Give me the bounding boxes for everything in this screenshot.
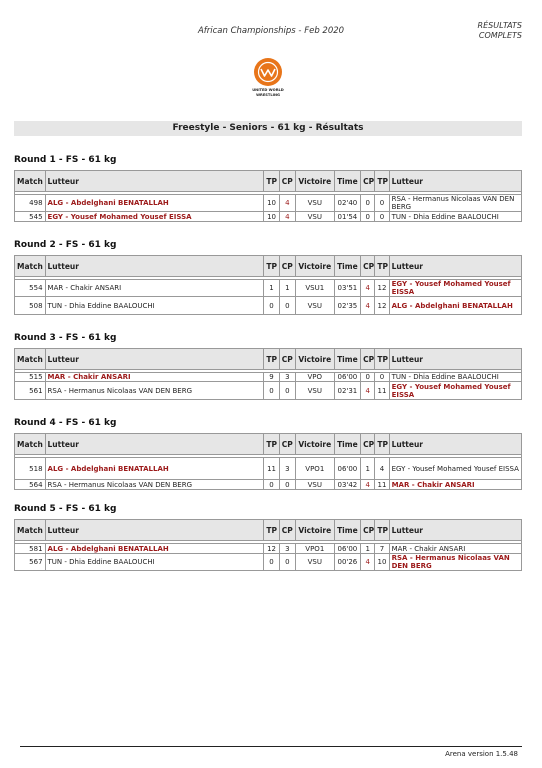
wrestler-2: TUN - Dhia Eddine BAALOUCHI: [389, 373, 521, 382]
victory-type: VSU: [295, 554, 334, 571]
tp-1: 12: [264, 544, 279, 554]
tp-2: 12: [375, 280, 389, 297]
victory-type: VPO: [295, 373, 334, 382]
round-table: [14, 170, 522, 222]
table-row: [15, 458, 522, 480]
victory-type: VPO1: [295, 544, 334, 554]
match-number: 567: [15, 554, 46, 571]
wrestler-2: EGY - Yousef Mohamed Yousef EISSA: [389, 458, 521, 480]
wrestler-2: TUN - Dhia Eddine BAALOUCHI: [389, 212, 521, 222]
match-number: 515: [15, 373, 46, 382]
column-header: Match: [15, 520, 46, 541]
cp-2: 1: [361, 458, 375, 480]
match-time: 03'51: [334, 280, 360, 297]
tp-2: 11: [375, 480, 389, 490]
match-time: 06'00: [334, 458, 360, 480]
tp-2: 11: [375, 382, 389, 400]
tp-1: 9: [264, 373, 279, 382]
table-header-row: [15, 349, 522, 370]
column-header: TP: [375, 434, 389, 455]
table-row: [15, 544, 522, 554]
cp-1: 4: [279, 212, 295, 222]
wrestler-2: MAR - Chakir ANSARI: [389, 544, 521, 554]
column-header: Match: [15, 434, 46, 455]
cp-2: 0: [361, 195, 375, 212]
column-header: Victoire: [295, 256, 334, 277]
table-header-row: [15, 434, 522, 455]
match-time: 00'26: [334, 554, 360, 571]
round-table: [14, 519, 522, 571]
column-header: TP: [264, 256, 279, 277]
column-header: Victoire: [295, 171, 334, 192]
tp-1: 10: [264, 195, 279, 212]
wrestler-2: RSA - Hermanus Nicolaas VAN DEN BERG: [389, 554, 521, 571]
column-header: TP: [264, 171, 279, 192]
cp-2: 1: [361, 544, 375, 554]
table-header-row: [15, 256, 522, 277]
column-header: TP: [375, 256, 389, 277]
column-header: Lutteur: [45, 434, 264, 455]
column-header: Victoire: [295, 434, 334, 455]
table-row: [15, 382, 522, 400]
cp-1: 0: [279, 480, 295, 490]
cp-2: 4: [361, 382, 375, 400]
wrestler-1: TUN - Dhia Eddine BAALOUCHI: [45, 554, 264, 571]
match-time: 06'00: [334, 373, 360, 382]
tp-1: 10: [264, 212, 279, 222]
match-time: 02'31: [334, 382, 360, 400]
round-table: [14, 348, 522, 400]
tp-2: 4: [375, 458, 389, 480]
column-header: CP: [279, 520, 295, 541]
tp-1: 11: [264, 458, 279, 480]
column-header: Time: [334, 520, 360, 541]
column-header: TP: [375, 349, 389, 370]
column-header: CP: [279, 256, 295, 277]
victory-type: VSU: [295, 212, 334, 222]
wrestler-2: EGY - Yousef Mohamed Yousef EISSA: [389, 280, 521, 297]
column-header: Time: [334, 171, 360, 192]
column-header: TP: [264, 434, 279, 455]
round-title: Round 2 - FS - 61 kg: [14, 240, 117, 250]
column-header: CP: [361, 520, 375, 541]
column-header: Victoire: [295, 349, 334, 370]
results-line-2: COMPLETS: [478, 31, 522, 40]
results-label: [478, 21, 522, 41]
victory-type: VSU1: [295, 280, 334, 297]
wrestler-1: RSA - Hermanus Nicolaas VAN DEN BERG: [45, 480, 264, 490]
column-header: Lutteur: [389, 349, 521, 370]
table-row: [15, 280, 522, 297]
event-title: African Championships - Feb 2020: [197, 26, 345, 36]
column-header: TP: [264, 520, 279, 541]
tp-1: 0: [264, 554, 279, 571]
cp-1: 0: [279, 554, 295, 571]
column-header: CP: [361, 434, 375, 455]
round-title: Round 3 - FS - 61 kg: [14, 333, 117, 343]
cp-1: 0: [279, 382, 295, 400]
match-number: 554: [15, 280, 46, 297]
round-table: [14, 255, 522, 315]
wrestler-1: EGY - Yousef Mohamed Yousef EISSA: [45, 212, 264, 222]
wrestler-2: EGY - Yousef Mohamed Yousef EISSA: [389, 382, 521, 400]
match-number: 564: [15, 480, 46, 490]
tp-1: 1: [264, 280, 279, 297]
table-row: [15, 480, 522, 490]
footer-divider: [20, 746, 522, 747]
column-header: Time: [334, 434, 360, 455]
tp-2: 0: [375, 212, 389, 222]
column-header: CP: [279, 434, 295, 455]
tp-2: 0: [375, 373, 389, 382]
column-header: Lutteur: [45, 171, 264, 192]
table-header-row: [15, 520, 522, 541]
match-number: 545: [15, 212, 46, 222]
column-header: CP: [361, 256, 375, 277]
match-number: 508: [15, 297, 46, 315]
cp-1: 1: [279, 280, 295, 297]
column-header: Lutteur: [45, 349, 264, 370]
cp-2: 0: [361, 373, 375, 382]
column-header: TP: [264, 349, 279, 370]
column-header: CP: [361, 349, 375, 370]
column-header: Lutteur: [389, 434, 521, 455]
cp-1: 3: [279, 373, 295, 382]
match-number: 561: [15, 382, 46, 400]
table-row: [15, 212, 522, 222]
wrestler-1: MAR - Chakir ANSARI: [45, 373, 264, 382]
column-header: CP: [279, 349, 295, 370]
cp-2: 4: [361, 297, 375, 315]
match-time: 01'54: [334, 212, 360, 222]
wrestler-1: MAR - Chakir ANSARI: [45, 280, 264, 297]
column-header: CP: [279, 171, 295, 192]
table-header-row: [15, 171, 522, 192]
column-header: Match: [15, 349, 46, 370]
column-header: TP: [375, 171, 389, 192]
cp-1: 3: [279, 458, 295, 480]
wrestler-1: RSA - Hermanus Nicolaas VAN DEN BERG: [45, 382, 264, 400]
victory-type: VPO1: [295, 458, 334, 480]
tp-1: 0: [264, 297, 279, 315]
match-time: 03'42: [334, 480, 360, 490]
tp-2: 7: [375, 544, 389, 554]
round-title: Round 1 - FS - 61 kg: [14, 155, 117, 165]
victory-type: VSU: [295, 382, 334, 400]
column-header: Match: [15, 171, 46, 192]
cp-1: 3: [279, 544, 295, 554]
match-time: 02'35: [334, 297, 360, 315]
logo-text: UNITED WORLD WRESTLING: [252, 88, 284, 97]
column-header: Lutteur: [389, 520, 521, 541]
wrestler-1: ALG - Abdelghani BENATALLAH: [45, 195, 264, 212]
match-time: 02'40: [334, 195, 360, 212]
match-number: 498: [15, 195, 46, 212]
column-header: Lutteur: [389, 171, 521, 192]
tp-1: 0: [264, 480, 279, 490]
cp-2: 4: [361, 554, 375, 571]
column-header: Time: [334, 256, 360, 277]
footer-version: Arena version 1.5.48: [445, 750, 518, 758]
uww-logo: [251, 57, 285, 103]
cp-1: 4: [279, 195, 295, 212]
match-time: 06'00: [334, 544, 360, 554]
round-title: Round 4 - FS - 61 kg: [14, 418, 117, 428]
table-row: [15, 297, 522, 315]
column-header: Victoire: [295, 520, 334, 541]
match-number: 581: [15, 544, 46, 554]
column-header: Time: [334, 349, 360, 370]
victory-type: VSU: [295, 195, 334, 212]
cp-2: 0: [361, 212, 375, 222]
table-row: [15, 195, 522, 212]
column-header: CP: [361, 171, 375, 192]
cp-2: 4: [361, 280, 375, 297]
round-table: [14, 433, 522, 490]
column-header: Lutteur: [45, 520, 264, 541]
table-row: [15, 554, 522, 571]
tp-2: 10: [375, 554, 389, 571]
column-header: Lutteur: [45, 256, 264, 277]
column-header: Lutteur: [389, 256, 521, 277]
match-number: 518: [15, 458, 46, 480]
tp-2: 12: [375, 297, 389, 315]
results-line-1: RÉSULTATS: [477, 21, 522, 30]
victory-type: VSU: [295, 297, 334, 315]
wrestler-2: ALG - Abdelghani BENATALLAH: [389, 297, 521, 315]
victory-type: VSU: [295, 480, 334, 490]
wrestler-2: MAR - Chakir ANSARI: [389, 480, 521, 490]
wrestler-1: ALG - Abdelghani BENATALLAH: [45, 544, 264, 554]
column-header: TP: [375, 520, 389, 541]
tp-1: 0: [264, 382, 279, 400]
column-header: Match: [15, 256, 46, 277]
wrestler-1: ALG - Abdelghani BENATALLAH: [45, 458, 264, 480]
cp-1: 0: [279, 297, 295, 315]
tp-2: 0: [375, 195, 389, 212]
round-title: Round 5 - FS - 61 kg: [14, 504, 117, 514]
cp-2: 4: [361, 480, 375, 490]
wrestler-2: RSA - Hermanus Nicolaas VAN DEN BERG: [389, 195, 521, 212]
table-row: [15, 373, 522, 382]
results-banner: Freestyle - Seniors - 61 kg - Résultats: [14, 121, 522, 136]
wrestler-1: TUN - Dhia Eddine BAALOUCHI: [45, 297, 264, 315]
